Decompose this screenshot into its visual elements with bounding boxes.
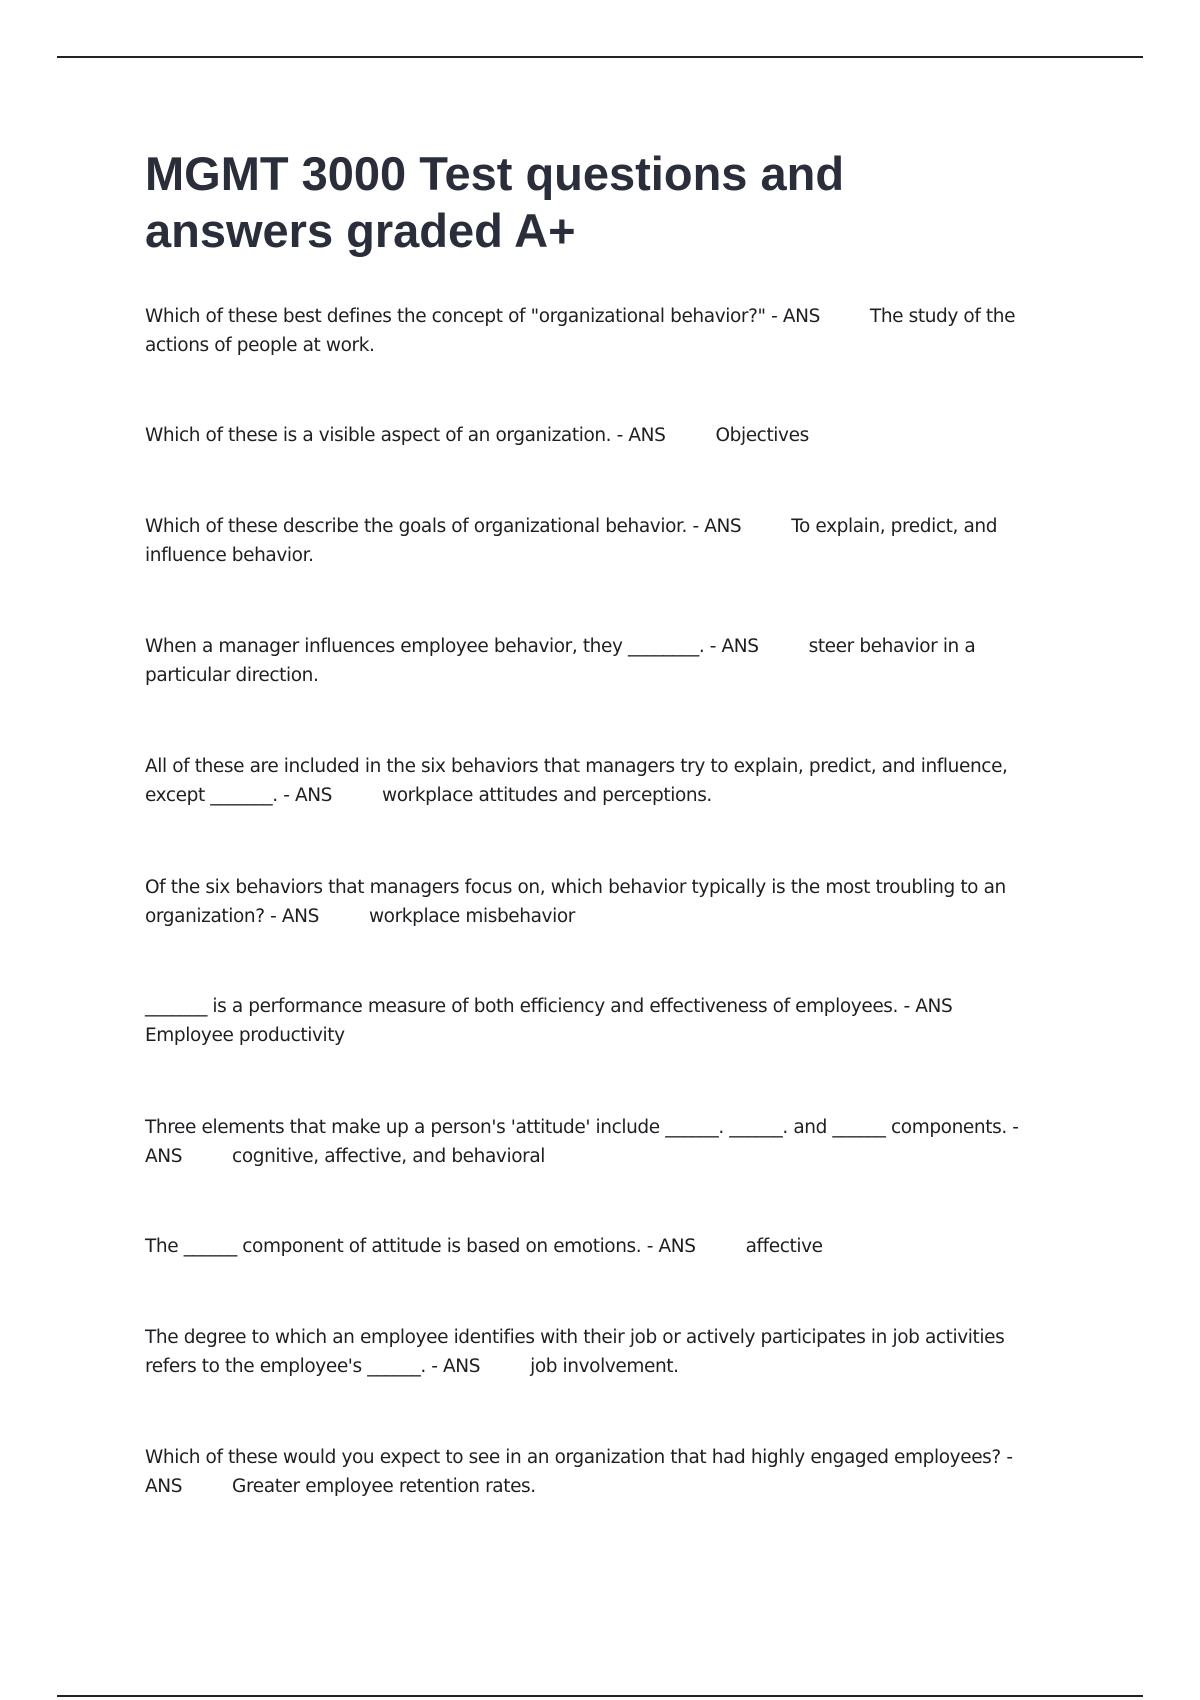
- question-text: Which of these best defines the concept of "organizational behavior?" - ANS: [145, 306, 820, 327]
- answer-text: cognitive, affective, and behavioral: [232, 1146, 545, 1167]
- qa-item: [145, 1443, 1050, 1501]
- question-text: When a manager influences employee behavior, they ________. - ANS: [145, 636, 759, 657]
- qa-item: [145, 1232, 1050, 1261]
- answer-text: To explain, predict, and influence behavior.: [145, 516, 998, 566]
- qa-item: [145, 873, 1050, 931]
- answer-text: affective: [745, 1236, 823, 1257]
- answer-text: steer behavior in a particular direction.: [145, 636, 976, 686]
- answer-text: job involvement.: [530, 1356, 679, 1377]
- document-title: MGMT 3000 Test questions and answers graded A+: [145, 147, 845, 257]
- qa-item: [145, 1323, 1050, 1381]
- answer-text: Employee productivity: [145, 1025, 345, 1046]
- qa-item: [145, 512, 1050, 570]
- answer-text: Greater employee retention rates.: [232, 1476, 536, 1497]
- answer-text: workplace misbehavior: [368, 906, 575, 927]
- question-text: Which of these would you expect to see in an organization that had highly engaged employees? - ANS: [145, 1447, 1013, 1497]
- question-text: _______ is a performance measure of both efficiency and effectiveness of employees. - ANS: [145, 996, 953, 1017]
- question-text: Of the six behaviors that managers focus on, which behavior typically is the most troubling to an organization? - ANS: [145, 877, 1006, 927]
- question-text: Which of these describe the goals of organizational behavior. - ANS: [145, 516, 742, 537]
- question-text: Three elements that make up a person's 'attitude' include ______. ______. and ______ components. - ANS: [145, 1117, 1019, 1167]
- qa-item: [145, 302, 1050, 360]
- question-text: The degree to which an employee identifies with their job or actively participates in job activities refers to the employee's ______. - ANS: [145, 1327, 1005, 1377]
- qa-item: [145, 1113, 1050, 1171]
- question-text: All of these are included in the six behaviors that managers try to explain, predict, and influence, except _______. - ANS: [145, 756, 1008, 806]
- question-text: The ______ component of attitude is based on emotions. - ANS: [145, 1236, 696, 1257]
- answer-text: Objectives: [715, 425, 809, 446]
- qa-item: [145, 752, 1050, 810]
- question-text: Which of these is a visible aspect of an organization. - ANS: [145, 425, 666, 446]
- qa-item: [145, 421, 1050, 450]
- top-rule: [57, 56, 1143, 58]
- qa-item: [145, 992, 1050, 1050]
- answer-text: The study of the actions of people at work.: [145, 306, 1016, 356]
- answer-text: workplace attitudes and perceptions.: [382, 785, 712, 806]
- qa-item: [145, 632, 1050, 690]
- bottom-rule: [57, 1695, 1143, 1697]
